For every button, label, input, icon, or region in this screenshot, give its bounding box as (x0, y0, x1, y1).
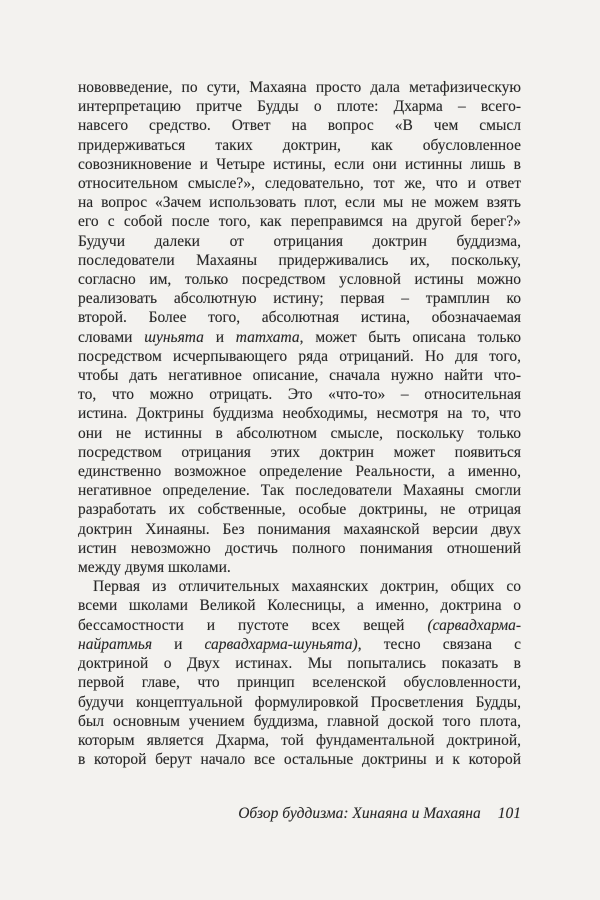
text-segment: которым является Дхарма, той фундаментальной доктриной, (78, 731, 521, 749)
page-number: 101 (497, 805, 521, 822)
text-line (78, 539, 521, 558)
text-line (78, 385, 521, 404)
text-segment: в которой берут начало все остальные доктрины и к которой (78, 751, 521, 769)
italic-term: шуньята (144, 328, 204, 346)
italic-term: сарвадхарма-шуньята) (204, 635, 358, 653)
text-line (78, 596, 521, 615)
text-segment: второй. Более того, абсолютная истина, обозначаемая (78, 309, 521, 327)
italic-term: (сарвадхарма- (427, 616, 521, 634)
text-segment: был основным учением буддизма, главной доской того плота, (78, 712, 521, 730)
text-segment: словами (78, 328, 145, 346)
text-segment: единственно возможное определение Реальности, а именно, (78, 463, 521, 481)
page-body-text (78, 78, 521, 769)
text-line (78, 251, 521, 270)
text-line (78, 212, 521, 231)
text-line (78, 78, 521, 97)
text-segment: и (152, 635, 205, 653)
text-segment: последователи Махаяны придерживались их, поскольку, (78, 251, 521, 269)
text-segment: чтобы дать негативное описание, сначала нужно найти что- (78, 367, 521, 385)
text-line (78, 673, 521, 692)
text-line (78, 289, 521, 308)
text-line (78, 500, 521, 519)
text-line (78, 116, 521, 135)
text-segment: нововведение, по сути, Махаяна просто дала метафизическую (78, 79, 521, 96)
text-segment: относительном смысле?», следовательно, тот же, что и ответ (78, 175, 521, 193)
text-line (78, 654, 521, 673)
text-line (78, 174, 521, 193)
running-title: Обзор буддизма: Хинаяна и Махаяна (238, 805, 481, 822)
italic-term: татхата (235, 328, 300, 346)
text-segment: , может быть описана только (299, 328, 522, 346)
text-segment: истина. Доктрины буддизма необходимы, несмотря на то, что (78, 405, 521, 423)
text-line (78, 731, 521, 750)
text-segment: разработать их собственные, особые доктрины, не отрицая (78, 501, 521, 519)
text-line (78, 616, 521, 635)
text-line (78, 136, 521, 155)
text-segment: согласно им, только посредством условной истины можно (78, 271, 521, 289)
text-segment: истин невозможно достичь полного понимания отношений (78, 539, 521, 557)
text-segment: будучи концептуальной формулировкой Просветления Будды, (78, 693, 521, 711)
text-segment: бессамостности и пустоте всех вещей (78, 616, 428, 634)
text-line (78, 308, 521, 327)
text-line (78, 328, 521, 347)
text-segment: на вопрос «Зачем использовать плот, если мы не можем взять (78, 194, 521, 212)
text-segment: его с собой после того, как переправимся на другой берег?» (78, 213, 521, 231)
text-segment: интерпретацию притче Будды о плоте: Дхарма – всего- (78, 98, 521, 116)
text-line (78, 693, 521, 712)
text-line (78, 712, 521, 731)
text-line (78, 424, 521, 443)
text-segment: то, что можно отрицать. Это «что-то» – относительная (78, 386, 521, 404)
text-line (78, 404, 521, 423)
text-segment: первой главе, что принцип вселенской обусловленности, (78, 674, 521, 692)
text-segment: посредством исчерпывающего ряда отрицаний. Но для того, (78, 347, 521, 365)
text-segment: доктрин Хинаяны. Без понимания махаянской версии двух (78, 520, 521, 538)
text-segment: придерживаться таких доктрин, как обусловленное (78, 136, 521, 154)
text-line (78, 97, 521, 116)
text-line (78, 443, 521, 462)
italic-term: найратмья (78, 635, 153, 653)
text-segment: доктриной о Двух истинах. Мы попытались показать в (78, 655, 521, 673)
text-segment: посредством отрицания этих доктрин может появиться (78, 443, 521, 461)
text-line (78, 347, 521, 366)
text-segment: навсего средство. Ответ на вопрос «В чем смысл (78, 117, 521, 135)
text-line (78, 520, 521, 539)
text-line (78, 750, 521, 769)
text-segment: всеми школами Великой Колесницы, а именно, доктрина о (78, 597, 521, 615)
text-line (78, 270, 521, 289)
text-line (78, 462, 521, 481)
text-line (78, 155, 521, 174)
text-segment: Первая из отличительных махаянских доктрин, общих со (93, 578, 521, 596)
text-segment: и (203, 328, 236, 346)
text-segment: совозникновение и Четыре истины, если они истинны лишь в (78, 155, 521, 173)
text-line (78, 577, 521, 596)
text-segment: между двумя школами. (78, 559, 231, 577)
text-segment: , тесно связана с (357, 635, 521, 653)
text-line (78, 193, 521, 212)
text-segment: они не истинны в абсолютном смысле, поскольку только (78, 424, 521, 442)
text-line (78, 635, 521, 654)
text-segment: Будучи далеки от отрицания доктрин буддизма, (78, 232, 521, 250)
text-line (78, 232, 521, 251)
text-segment: реализовать абсолютную истину; первая – трамплин ко (78, 290, 521, 308)
text-line (78, 366, 521, 385)
page-footer (78, 804, 521, 823)
text-segment: негативное определение. Так последователи Махаяны смогли (78, 482, 521, 500)
text-line (78, 558, 521, 577)
text-line (78, 481, 521, 500)
